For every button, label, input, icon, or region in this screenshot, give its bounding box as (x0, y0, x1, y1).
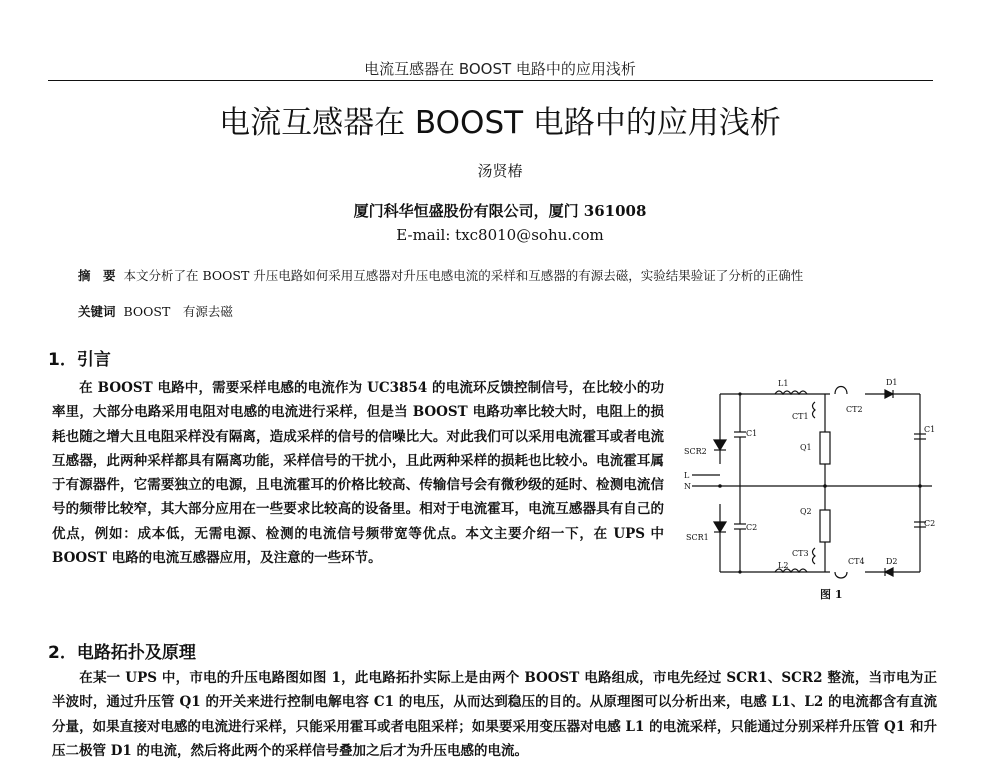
label-L1: L1 (778, 379, 789, 388)
label-CT3: CT3 (792, 549, 809, 558)
paper-title: 电流互感器在 BOOST 电路中的应用浅析 (219, 105, 781, 141)
section-1-paragraph (52, 376, 664, 570)
label-CT2: CT2 (846, 405, 863, 414)
label-SCR1: SCR1 (686, 533, 709, 542)
running-header: 电流互感器在 BOOST 电路中的应用浅析 (364, 60, 636, 78)
author-email: E-mail: txc8010@sohu.com (396, 226, 604, 244)
label-L: L (684, 471, 690, 480)
label-CT1: CT1 (792, 412, 809, 421)
section-2-heading: 2．电路拓扑及原理 (48, 643, 196, 663)
label-C1-left: C1 (746, 429, 758, 438)
label-L2: L2 (778, 561, 789, 570)
label-Q2: Q2 (800, 507, 812, 516)
section-1-text: 在 BOOST 电路中，需要采样电感的电流作为 UC3854 的电流环反馈控制信号，在比较小的功率里，大部分电路采用电阻对电感的电流进行采样，但是当 BOOST 电路功率比较大时，电阻上的损耗也随之增大且电阻采样没有隔离，造成采样的信号的信噪比大。对此我们可以采用电流霍耳或者电流互感器，此两种采样都具有隔离功能，采样信号的干扰小，且此两种采样的损耗也比较小。电流霍耳属于有源器件，它需要独立的电源，且电流霍耳的价格比较高、传输信号会有微秒级的延时、检测电流信号的频带比较窄，其大部分应用在一些要求比较高的设备里。相对于电流霍耳，电流互感器具有自己的优点，例如：成本低，无需电源、检测的电流信号频带宽等优点。本文主要介绍一下，在 UPS 中 BOOST 电路的电流互感器应用，及注意的一些环节。 (52, 380, 664, 567)
header-rule (48, 80, 933, 81)
label-CT4: CT4 (848, 557, 865, 566)
author-name: 汤贤椿 (477, 162, 523, 180)
label-C2-right: C2 (924, 519, 936, 528)
abstract (78, 266, 948, 284)
label-SCR2: SCR2 (684, 447, 707, 456)
keywords (78, 302, 948, 320)
label-Q1: Q1 (800, 443, 812, 452)
figure-caption: 图 1 (820, 588, 843, 601)
affiliation: 厦门科华恒盛股份有限公司，厦门 361008 (353, 202, 647, 220)
circuit-diagram (680, 372, 940, 612)
section-2-paragraph (52, 666, 937, 763)
keywords-text: BOOST 有源去磁 (123, 304, 233, 319)
label-C2-left: C2 (746, 523, 758, 532)
abstract-text: 本文分析了在 BOOST 升压电路如何采用互感器对升压电感电流的采样和互感器的有源去磁，实验结果验证了分析的正确性 (123, 268, 804, 283)
keywords-label: 关键词 (78, 304, 116, 319)
abstract-label: 摘 要 (78, 268, 116, 283)
section-2-text: 在某一 UPS 中，市电的升压电路图如图 1，此电路拓扑实际上是由两个 BOOST 电路组成，市电先经过 SCR1、SCR2 整流，当市电为正半波时，通过升压管 Q1 的开关来进行控制电解电容 C1 的电压，从而达到稳压的目的。从原理图可以分析出来，电感 L1、L2 的电流都含有直流分量，如果直接对电感的电流进行采样，只能采用霍耳或者电阻采样；如果要采用变压器对电感 L1 的电流采样，只能通过分别采样升压管 Q1 和升压二极管 D1 的电流，然后将此两个的采样信号叠加之后才为升压电感的电流。 (52, 670, 937, 759)
label-D1: D1 (886, 378, 898, 387)
circuit-figure (680, 372, 940, 612)
label-C1-right: C1 (924, 425, 936, 434)
label-N: N (684, 482, 691, 491)
section-1-heading: 1．引言 (48, 350, 111, 370)
label-D2: D2 (886, 557, 898, 566)
